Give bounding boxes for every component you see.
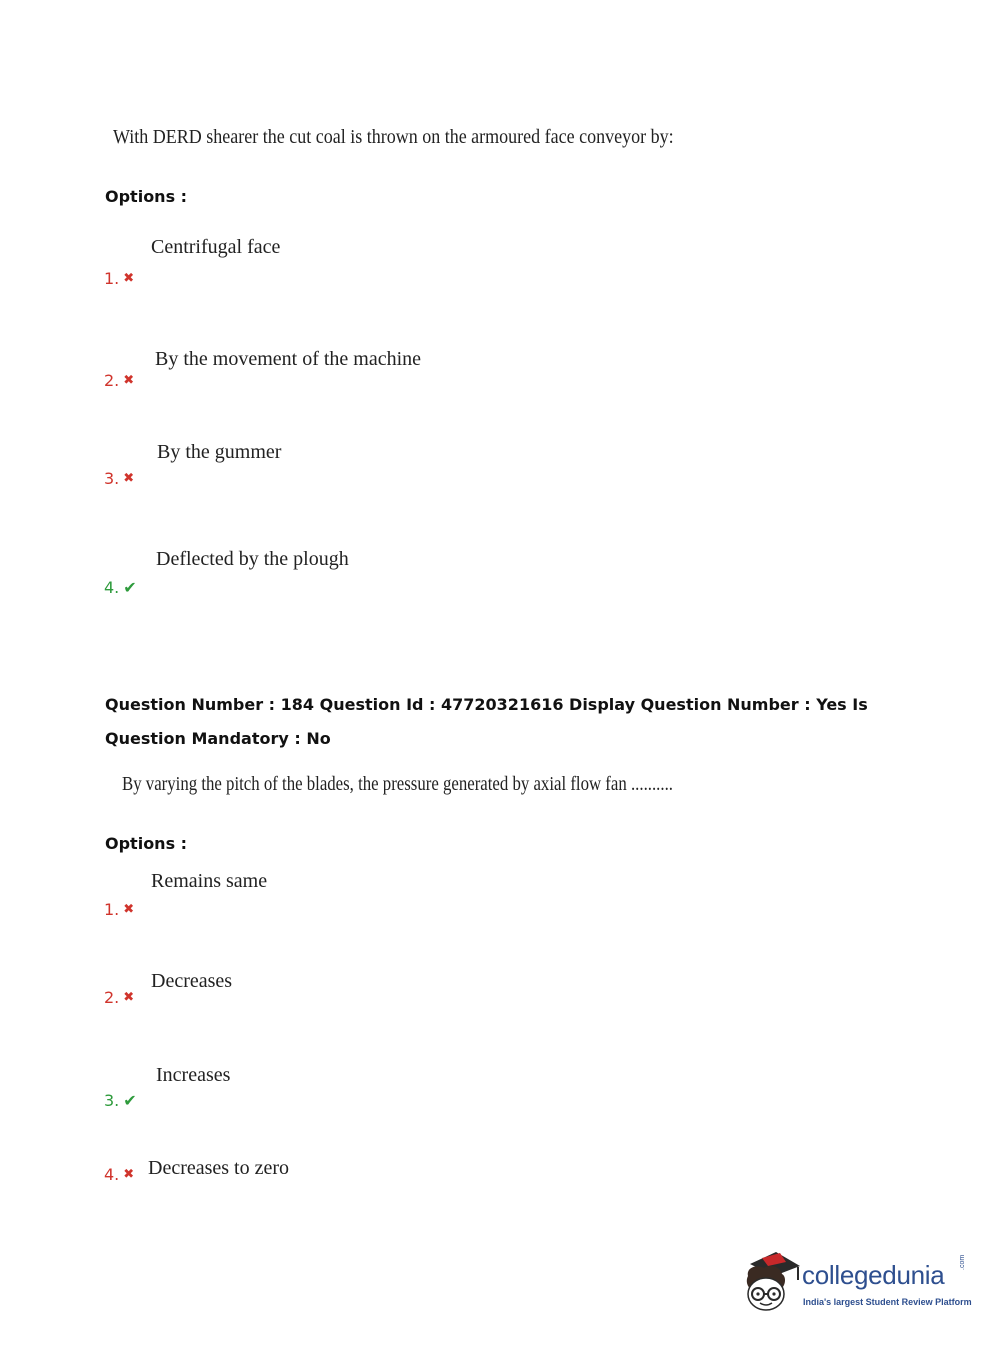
check-icon: ✔ [123, 578, 137, 597]
option-text: Remains same [151, 870, 268, 892]
check-icon: ✔ [123, 1091, 137, 1110]
cross-icon: ✖ [123, 990, 135, 1005]
option-number-label: 2. [104, 988, 120, 1007]
cross-icon: ✖ [123, 373, 135, 388]
option-number-label: 2. [104, 371, 120, 390]
option-text: Decreases to zero [148, 1157, 290, 1179]
option-number [104, 578, 137, 597]
option-number-label: 4. [104, 1165, 120, 1184]
cross-icon: ✖ [123, 271, 135, 286]
option-number [104, 269, 134, 288]
options-label: Options : [105, 187, 188, 206]
option-number-label: 1. [104, 900, 120, 919]
option-text: Deflected by the plough [156, 548, 349, 570]
option-number-label: 3. [104, 1091, 120, 1110]
option-number [104, 469, 134, 488]
option-number-label: 1. [104, 269, 120, 288]
option-number [104, 900, 134, 919]
cross-icon: ✖ [123, 471, 135, 486]
logo-domain: .com [959, 1254, 966, 1270]
logo-wordmark: collegedunia [802, 1260, 945, 1290]
option-text: By the movement of the machine [155, 348, 422, 370]
option-number-label: 3. [104, 469, 120, 488]
cross-icon: ✖ [123, 902, 135, 917]
option-number [104, 988, 134, 1007]
option-number [104, 1165, 134, 1184]
logo-tagline: India's largest Student Review Platform [803, 1297, 972, 1307]
cross-icon: ✖ [123, 1167, 135, 1182]
collegedunia-logo [742, 1250, 972, 1320]
options-label: Options : [105, 834, 188, 853]
option-text: Increases [156, 1064, 231, 1086]
mascot-icon [742, 1250, 804, 1320]
question-text: With DERD shearer the cut coal is thrown on the armoured face conveyor by: [113, 126, 674, 148]
question-text: By varying the pitch of the blades, the pressure generated by axial flow fan .......... [122, 773, 673, 795]
option-number [104, 1091, 137, 1110]
option-text: Decreases [151, 970, 233, 992]
option-number-label: 4. [104, 578, 120, 597]
option-number [104, 371, 134, 390]
question-meta: Question Number : 184 Question Id : 47720321616 Display Question Number : Yes Is Question Mandatory : No [105, 695, 868, 748]
option-text: By the gummer [157, 441, 282, 463]
option-text: Centrifugal face [151, 236, 281, 258]
